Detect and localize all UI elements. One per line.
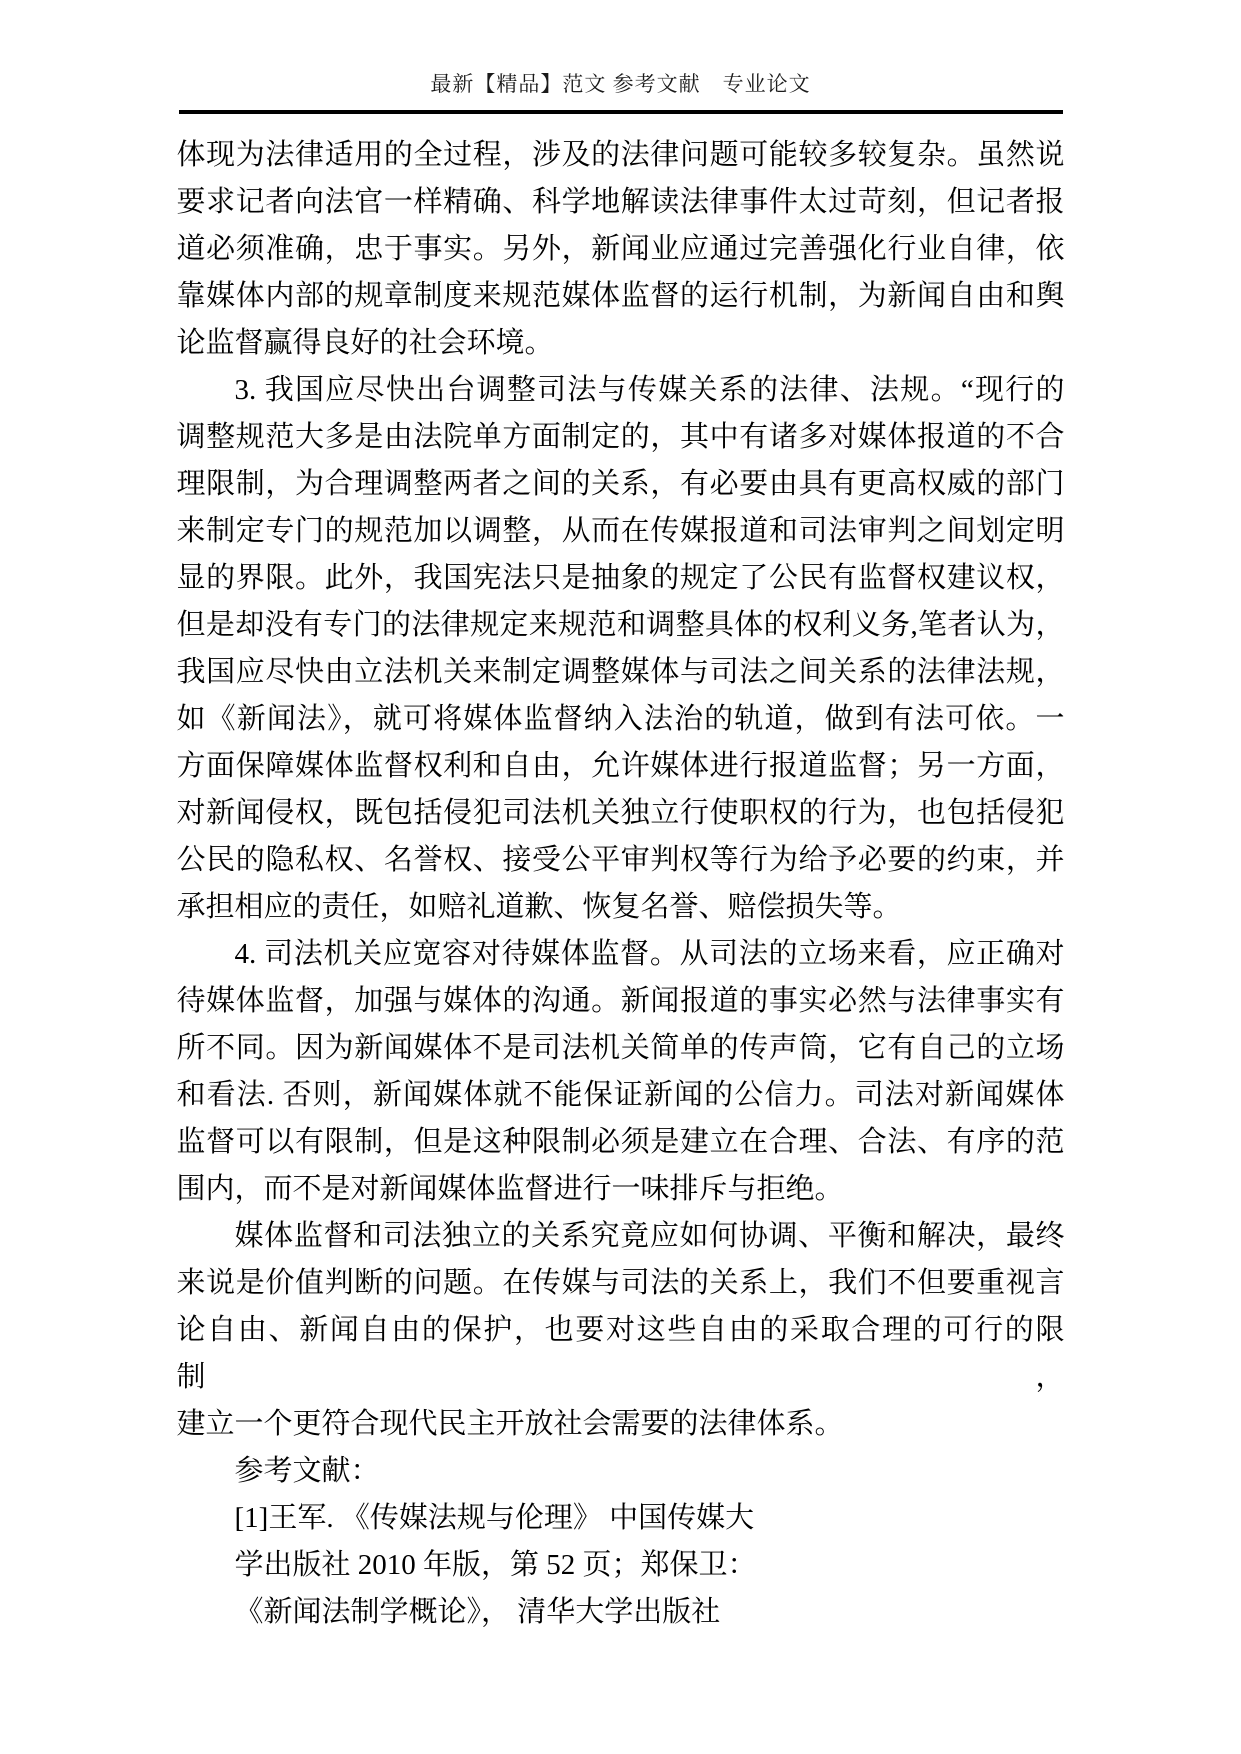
text-line: 如《新闻法》，就可将媒体监督纳入法治的轨道，做到有法可依。一 xyxy=(176,703,1065,735)
text-line: 围内，而不是对新闻媒体监督进行一味排斥与拒绝。 xyxy=(176,1173,844,1205)
header-divider-rule xyxy=(179,110,1063,114)
text-line: 《新闻法制学概论》， 清华大学出版社 xyxy=(234,1596,721,1628)
text-line: 但是却没有专门的法律规定来规范和调整具体的权利义务,笔者认为， xyxy=(176,609,1065,641)
text-line: 道必须准确，忠于事实。另外，新闻业应通过完善强化行业自律，依 xyxy=(176,233,1065,265)
text-line: 媒体监督和司法独立的关系究竟应如何协调、平衡和解决，最终 xyxy=(234,1220,1065,1252)
text-line: 来制定专门的规范加以调整，从而在传媒报道和司法审判之间划定明 xyxy=(176,515,1065,547)
text-line: 学出版社 2010 年版，第 52 页；郑保卫： xyxy=(234,1549,757,1581)
page-header xyxy=(0,0,1241,98)
text-line: 待媒体监督，加强与媒体的沟通。新闻报道的事实必然与法律事实有 xyxy=(176,985,1065,1017)
paragraph xyxy=(177,1495,1065,1542)
document-body xyxy=(177,132,1065,1636)
text-line: 4. 司法机关应宽容对待媒体监督。从司法的立场来看，应正确对 xyxy=(234,938,1065,970)
paragraph xyxy=(177,367,1065,931)
text-line: 公民的隐私权、名誉权、接受公平审判权等行为给予必要的约束，并 xyxy=(176,844,1065,876)
paragraph xyxy=(177,1542,1065,1589)
text-line: 对新闻侵权，既包括侵犯司法机关独立行使职权的行为，也包括侵犯 xyxy=(176,797,1065,829)
text-line: 参考文献： xyxy=(234,1455,380,1487)
text-line: 3. 我国应尽快出台调整司法与传媒关系的法律、法规。“现行的 xyxy=(234,374,1065,406)
paragraph xyxy=(177,1448,1065,1495)
text-line: 所不同。因为新闻媒体不是司法机关简单的传声筒，它有自己的立场 xyxy=(176,1032,1065,1064)
paragraph xyxy=(177,1589,1065,1636)
text-line: 显的界限。此外，我国宪法只是抽象的规定了公民有监督权建议权， xyxy=(176,562,1065,594)
paragraph xyxy=(177,132,1065,367)
text-line: 理限制，为合理调整两者之间的关系，有必要由具有更高权威的部门 xyxy=(176,468,1065,500)
text-line: 要求记者向法官一样精确、科学地解读法律事件太过苛刻，但记者报 xyxy=(176,186,1065,218)
text-line: 体现为法律适用的全过程，涉及的法律问题可能较多较复杂。虽然说 xyxy=(176,139,1065,171)
paragraph xyxy=(177,1213,1065,1448)
text-line: 来说是价值判断的问题。在传媒与司法的关系上，我们不但要重视言 xyxy=(176,1267,1065,1299)
text-line: 我国应尽快由立法机关来制定调整媒体与司法之间关系的法律法规， xyxy=(176,656,1065,688)
text-line: 论监督赢得良好的社会环境。 xyxy=(176,327,554,359)
text-line: 方面保障媒体监督权利和自由，允许媒体进行报道监督；另一方面， xyxy=(176,750,1065,782)
text-line: [1]王军. 《传媒法规与伦理》 中国传媒大 xyxy=(234,1502,755,1534)
text-line: 靠媒体内部的规章制度来规范媒体监督的运行机制，为新闻自由和舆 xyxy=(176,280,1065,312)
text-line: 和看法. 否则，新闻媒体就不能保证新闻的公信力。司法对新闻媒体 xyxy=(176,1079,1065,1111)
header-title: 最新【精品】范文 参考文献 专业论文 xyxy=(430,72,811,96)
text-line: 承担相应的责任，如赔礼道歉、恢复名誉、赔偿损失等。 xyxy=(176,891,902,923)
text-line: 论自由、新闻自由的保护，也要对这些自由的采取合理的可行的限制， xyxy=(176,1314,1065,1393)
text-line: 建立一个更符合现代民主开放社会需要的法律体系。 xyxy=(176,1408,844,1440)
paragraph xyxy=(177,931,1065,1213)
text-line: 调整规范大多是由法院单方面制定的，其中有诸多对媒体报道的不合 xyxy=(176,421,1065,453)
text-line: 监督可以有限制，但是这种限制必须是建立在合理、合法、有序的范 xyxy=(176,1126,1065,1158)
